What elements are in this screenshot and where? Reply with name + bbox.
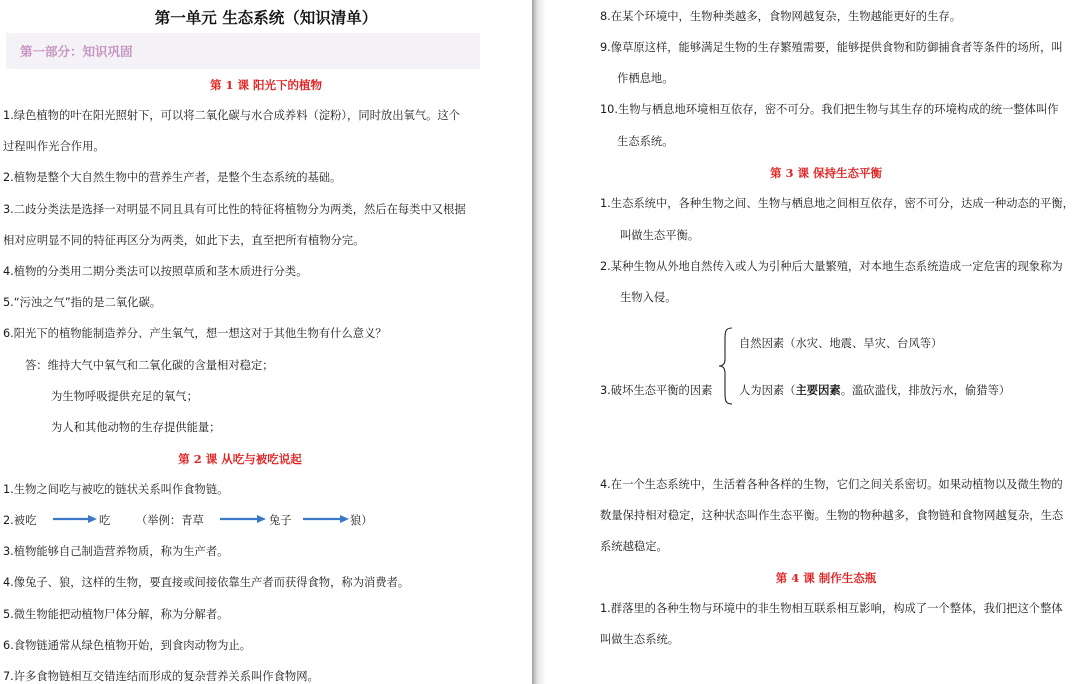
paragraph: 10.生物与栖息地环境相互依存，密不可分。我们把生物与其生存的环境构成的统一整体叫作 [600, 103, 1059, 116]
paragraph: 数量保持相对稳定，这种状态叫作生态平衡。生物的物种越多，食物链和食物网越复杂，生态 [600, 509, 1064, 522]
paragraph: 4.像兔子、狼，这样的生物，要直接或间接依靠生产者而获得食物，称为消费者。 [3, 576, 410, 589]
paragraph: 叫做生态平衡。 [620, 229, 700, 242]
food-chain-label: 吃 [99, 514, 111, 527]
factor-human: 人为因素（主要因素。滥砍滥伐，排放污水，偷猎等） [739, 384, 1011, 397]
paragraph: 2.植物是整个大自然生物中的营养生产者，是整个生态系统的基础。 [3, 171, 342, 184]
lesson-1-heading: 第 1 课 阳光下的植物 [209, 78, 322, 92]
lesson-3-heading: 第 3 课 保持生态平衡 [769, 166, 882, 180]
paragraph: 9.像草原这样，能够满足生物的生存繁殖需要，能够提供食物和防御捕食者等条件的场所，叫 [600, 41, 1063, 54]
brace-icon [718, 326, 734, 406]
lesson-2-heading: 第 2 课 从吃与被吃说起 [178, 452, 302, 466]
paragraph: 1.绿色植物的叶在阳光照射下，可以将二氧化碳与水合成养料（淀粉），同时放出氧气。这个 [3, 109, 461, 122]
paragraph: 2.某种生物从外地自然传入或人为引种后大量繁殖，对本地生态系统造成一定危害的现象称为 [600, 260, 1063, 273]
paragraph: 6.阳光下的植物能制造养分、产生氧气，想一想这对于其他生物有什么意义？ [3, 327, 387, 340]
answer-line: 为人和其他动物的生存提供能量； [51, 421, 221, 434]
paragraph: 过程叫作光合作用。 [3, 140, 105, 153]
paragraph: 7.许多食物链相互交错连结而形成的复杂营养关系叫作食物网。 [3, 670, 319, 683]
paragraph: 生物入侵。 [620, 291, 677, 304]
paragraph: 6.食物链通常从绿色植物开始，到食肉动物为止。 [3, 639, 252, 652]
factor-label: 3.破坏生态平衡的因素 [600, 384, 713, 397]
section-subtitle: 第一部分：知识巩固 [20, 44, 133, 59]
arrow-icon [302, 514, 350, 528]
paragraph: 1.生物之间吃与被吃的链状关系叫作食物链。 [3, 483, 229, 496]
paragraph: 系统越稳定。 [600, 540, 668, 553]
paragraph: 生态系统。 [617, 135, 674, 148]
paragraph: 4.植物的分类用二期分类法可以按照草质和茎木质进行分类。 [3, 265, 308, 278]
left-page [0, 0, 532, 684]
paragraph: 8.在某个环境中，生物种类越多，食物网越复杂，生物越能更好的生存。 [600, 10, 961, 23]
arrow-icon [52, 514, 98, 528]
paragraph: 1.群落里的各种生物与环境中的非生物相互联系相互影响，构成了一个整体，我们把这个整体 [600, 602, 1063, 615]
answer-line: 答：维持大气中氧气和二氧化碳的含量相对稳定； [25, 359, 274, 372]
paragraph: 3.植物能够自己制造营养物质，称为生产者。 [3, 545, 229, 558]
paragraph: 5.微生物能把动植物尸体分解，称为分解者。 [3, 608, 229, 621]
food-chain-example: 狼） [350, 514, 373, 527]
paragraph: 叫做生态系统。 [600, 633, 680, 646]
paragraph: 5.“污浊之气”指的是二氧化碳。 [3, 296, 162, 309]
food-chain-label: 2.被吃 [3, 514, 37, 527]
food-chain-example: （举例：青草 [136, 514, 204, 527]
paragraph: 相对应明显不同的特征再区分为两类，如此下去，直至把所有植物分完。 [3, 234, 365, 247]
key-emphasis: 主要因素 [795, 384, 841, 397]
document-title: 第一单元 生态系统（知识清单） [154, 8, 378, 27]
food-chain-example: 兔子 [269, 514, 292, 527]
arrow-icon [219, 514, 267, 528]
right-page [546, 0, 1080, 684]
answer-line: 为生物呼吸提供充足的氧气； [51, 390, 198, 403]
paragraph: 作栖息地。 [617, 72, 674, 85]
paragraph: 4.在一个生态系统中，生活着各种各样的生物，它们之间关系密切。如果动植物以及微生物的 [600, 478, 1063, 491]
lesson-4-heading: 第 4 课 制作生态瓶 [775, 571, 877, 585]
factor-natural: 自然因素（水灾、地震、旱灾、台风等） [739, 337, 943, 350]
paragraph: 1.生态系统中，各种生物之间、生物与栖息地之间相互依存，密不可分，达成一种动态的平衡， [600, 197, 1074, 210]
paragraph: 3.二歧分类法是选择一对明显不同且具有可比性的特征将植物分为两类，然后在每类中又根据 [3, 203, 466, 216]
page-gutter [532, 0, 546, 684]
